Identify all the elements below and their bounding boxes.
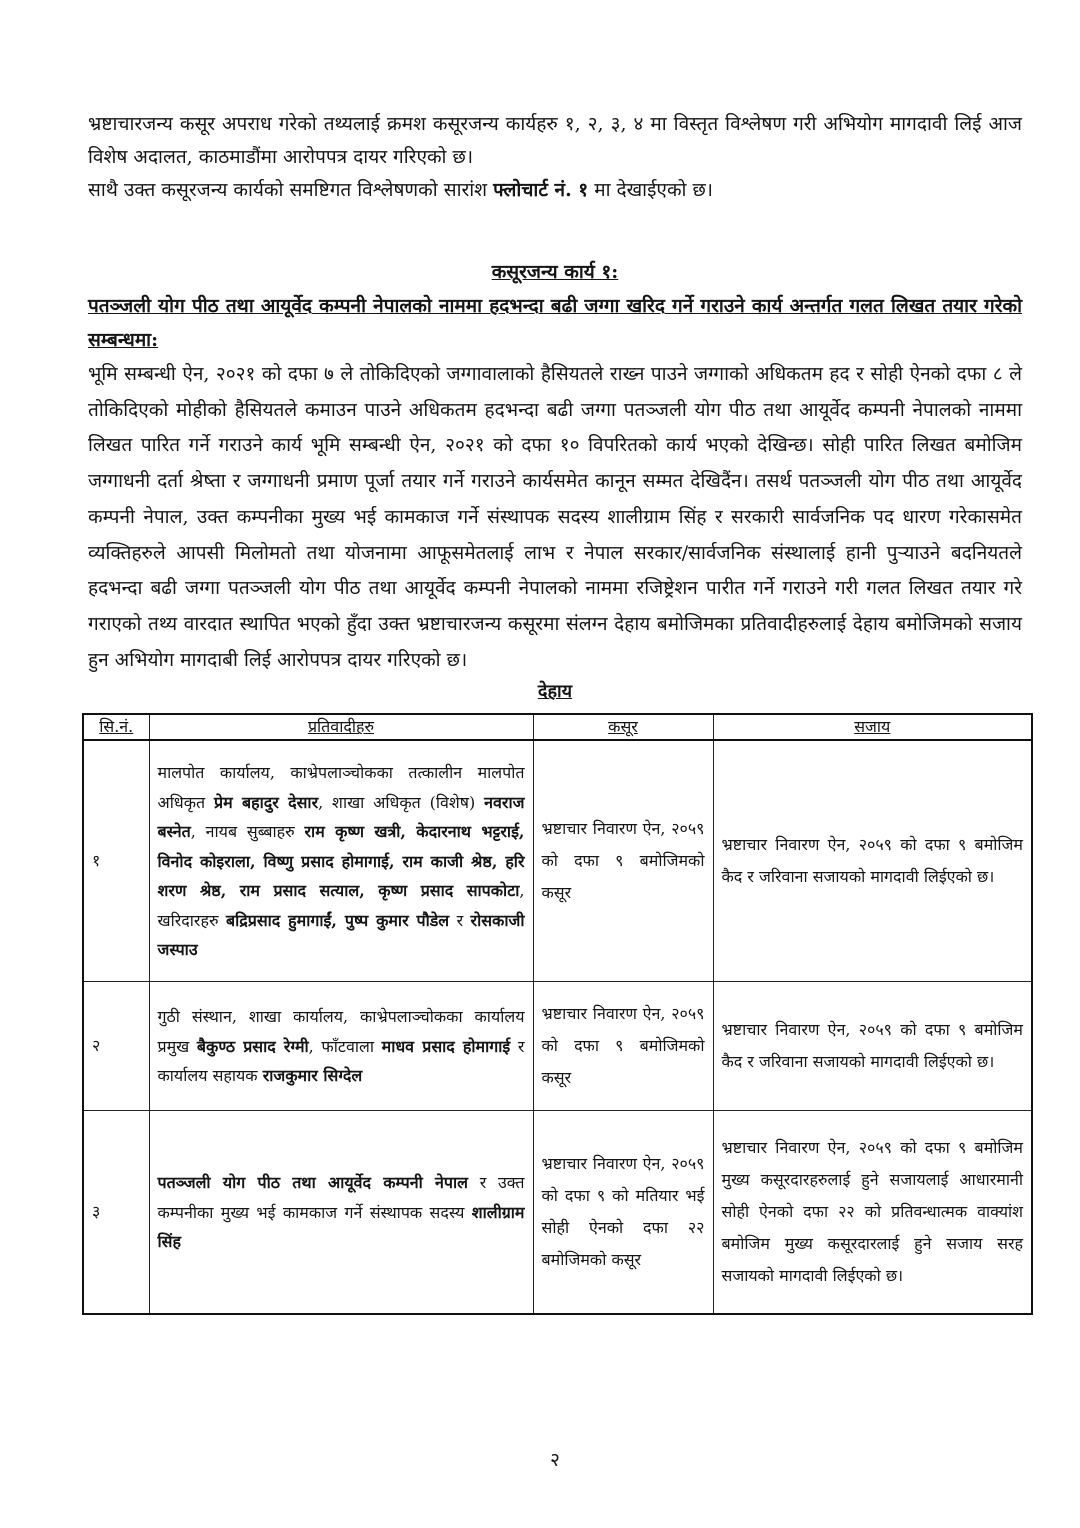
intro-section <box>88 108 1022 207</box>
penalty-cell: भ्रष्टाचार निवारण ऐन, २०५९ को दफा ९ बमोजिम कैद र जरिवाना सजायको मागदावी लिईएको छ। <box>713 982 1032 1111</box>
penalty-cell: भ्रष्टाचार निवारण ऐन, २०५९ को दफा ९ बमोजिम मुख्य कसूरदारहरुलाई हुने सजायलाई आधारमानी सोही ऐनको दफा २२ को प्रतिवन्धात्मक वाक्यांश बमोजिम मुख्य कसूरदारलाई हुने सजाय सरह सजायको मागदावी लिईएको छ। <box>713 1111 1032 1315</box>
table-row <box>83 740 1032 982</box>
defendants-cell <box>149 1111 533 1315</box>
serial-cell: १ <box>83 740 149 982</box>
defendant-name: रोसकाजी जस्पाउ <box>157 910 525 960</box>
table-row <box>83 1111 1032 1315</box>
defendant-name: राजकुमार सिग्देल <box>262 1066 363 1086</box>
serial-cell: २ <box>83 982 149 1111</box>
defendant-name: बद्रिप्रसाद हुमागाईं, पुष्प कुमार पौडेल <box>225 910 450 930</box>
text-segment: मालपोत कार्यालय, काभ्रेपलाञ्चोकका तत्कालीन मालपोत अधिकृत <box>157 763 525 812</box>
text-segment: र कार्यालय सहायक <box>157 1036 525 1086</box>
serial-cell: ३ <box>83 1111 149 1315</box>
text-segment: , शाखा अधिकृत (विशेष) <box>318 792 485 812</box>
table-header-row <box>83 714 1032 740</box>
defendant-name: प्रेम बहादुर देसार <box>213 792 319 812</box>
intro-paragraph: भ्रष्टाचारजन्य कसूर अपराध गरेको तथ्यलाई क्रमश कसूरजन्य कार्यहरु १, २, ३, ४ मा विस्तृत विश्लेषण गरी अभियोग मागदावी लिई आज विशेष अदालत, काठमाडौंमा आरोपपत्र दायर गरिएको छ। <box>88 113 1022 168</box>
intro-summary <box>88 174 1022 207</box>
defendant-name: शालीग्राम सिंह <box>157 1202 525 1252</box>
defendants-cell <box>149 740 533 982</box>
penalty-cell: भ्रष्टाचार निवारण ऐन, २०५९ को दफा ९ बमोजिम कैद र जरिवाना सजायको मागदावी लिईएको छ। <box>713 740 1032 982</box>
text-segment: मा देखाईएको छ। <box>588 179 714 201</box>
section-subheading: पतञ्जली योग पीठ तथा आयूर्वेद कम्पनी नेपालको नाममा हदभन्दा बढी जग्गा खरिद गर्ने गराउने कार्य अन्तर्गत गलत लिखत तयार गरेको सम्बन्धमा: <box>88 295 1022 351</box>
defendant-name: राम कृष्ण खत्री, केदारनाथ भट्टराई, विनोद कोइराला, विष्णु प्रसाद होमागाई, राम काजी श्रेष्ठ, हरि शरण श्रेष्ठ, राम प्रसाद सत्याल, कृष्ण प्रसाद सापकोटा <box>157 822 525 901</box>
section-body: भूमि सम्बन्धी ऐन, २०२१ को दफा ७ ले तोकिदिएको जग्गावालाको हैसियतले राख्न पाउने जग्गाको अधिकतम हद र सोही ऐनको दफा ८ ले तोकिदिएको मोहीको हैसियतले कमाउन पाउने अधिकतम हदभन्दा बढी जग्गा पतञ्जली योग पीठ तथा आयूर्वेद कम्पनी नेपालको नाममा लिखत पारित गर्ने गराउने कार्य भूमि सम्बन्धी ऐन, २०२१ को दफा १० विपरितको कार्य भएको देखिन्छ। सोही पारित लिखत बमोजिम जग्गाधनी दर्ता श्रेष्ता र जग्गाधनी प्रमाण पूर्जा तयार गर्ने गराउने कार्यसमेत कानून सम्मत देखिदैंन। तसर्थ पतञ्जली योग पीठ तथा आयूर्वेद कम्पनी नेपाल, उक्त कम्पनीका मुख्य भई कामकाज गर्ने संस्थापक सदस्य शालीग्राम सिंह र सरकारी सार्वजनिक पद धारण गरेकासमेत व्यक्तिहरुले आपसी मिलोमतो तथा योजनामा आफूसमेतलाई लाभ र नेपाल सरकार/सार्वजनिक संस्थालाई हानी पुऱ्याउने बदनियतले हदभन्दा बढी जग्गा पतञ्जली योग पीठ तथा आयूर्वेद कम्पनी नेपालको नाममा रजिष्ट्रेशन पारीत गर्ने गराउने गरी गलत लिखत तयार गरे गराएको तथ्य वारदात स्थापित भएको हुँदा उक्त भ्रष्टाचारजन्य कसूरमा संलग्न देहाय बमोजिमका प्रतिवादीहरुलाई देहाय बमोजिमको सजाय हुन अभियोग मागदाबी लिई आरोपपत्र दायर गरिएको छ। <box>88 363 1022 671</box>
table-caption: देहाय <box>537 681 573 703</box>
flowchart-reference: फ्लोचार्ट नं. १ <box>493 179 589 201</box>
table-row <box>83 982 1032 1111</box>
text-segment: , फाँटवाला <box>308 1036 382 1056</box>
header-serial <box>83 714 149 740</box>
header-penalty-label: सजाय <box>854 717 891 737</box>
defendant-name: नवराज बस्नेत <box>157 792 525 842</box>
defendant-name: पतञ्जली योग पीठ तथा आयूर्वेद कम्पनी नेपाल <box>157 1173 468 1193</box>
page-number: २ <box>550 1449 560 1471</box>
header-defendants <box>149 714 533 740</box>
defendant-name: बैकुण्ठ प्रसाद रेग्मी <box>196 1036 309 1056</box>
defendants-table <box>82 713 1033 1315</box>
header-offense-label: कसूर <box>608 717 638 737</box>
offense-cell: भ्रष्टाचार निवारण ऐन, २०५९ को दफा ९ को मतियार भई सोही ऐनको दफा २२ बमोजिमको कसूर <box>533 1111 713 1315</box>
offense-cell: भ्रष्टाचार निवारण ऐन, २०५९ को दफा ९ बमोजिमको कसूर <box>533 982 713 1111</box>
text-segment: साथै उक्त कसूरजन्य कार्यको समष्टिगत विश्लेषणको सारांश <box>88 179 494 201</box>
header-offense <box>533 714 713 740</box>
header-serial-label: सि.नं. <box>99 717 134 737</box>
header-penalty <box>713 714 1032 740</box>
offense-cell: भ्रष्टाचार निवारण ऐन, २०५९ को दफा ९ बमोजिमको कसूर <box>533 740 713 982</box>
text-segment: र <box>449 910 471 930</box>
section-heading: कसूरजन्य कार्य १: <box>491 261 619 283</box>
text-segment: , खरिदारहरु <box>157 881 525 930</box>
text-segment: , नायब सुब्बाहरु <box>190 822 305 842</box>
defendants-cell <box>149 982 533 1111</box>
defendant-name: माधव प्रसाद होमागाई <box>381 1036 511 1056</box>
header-defendants-label: प्रतिवादीहरु <box>307 717 375 737</box>
text-segment: गुठी संस्थान, शाखा कार्यालय, काभ्रेपलाञ्चोकका कार्यालय प्रमुख <box>157 1007 525 1056</box>
text-segment: र उक्त कम्पनीका मुख्य भई कामकाज गर्ने संस्थापक सदस्य <box>157 1173 525 1222</box>
